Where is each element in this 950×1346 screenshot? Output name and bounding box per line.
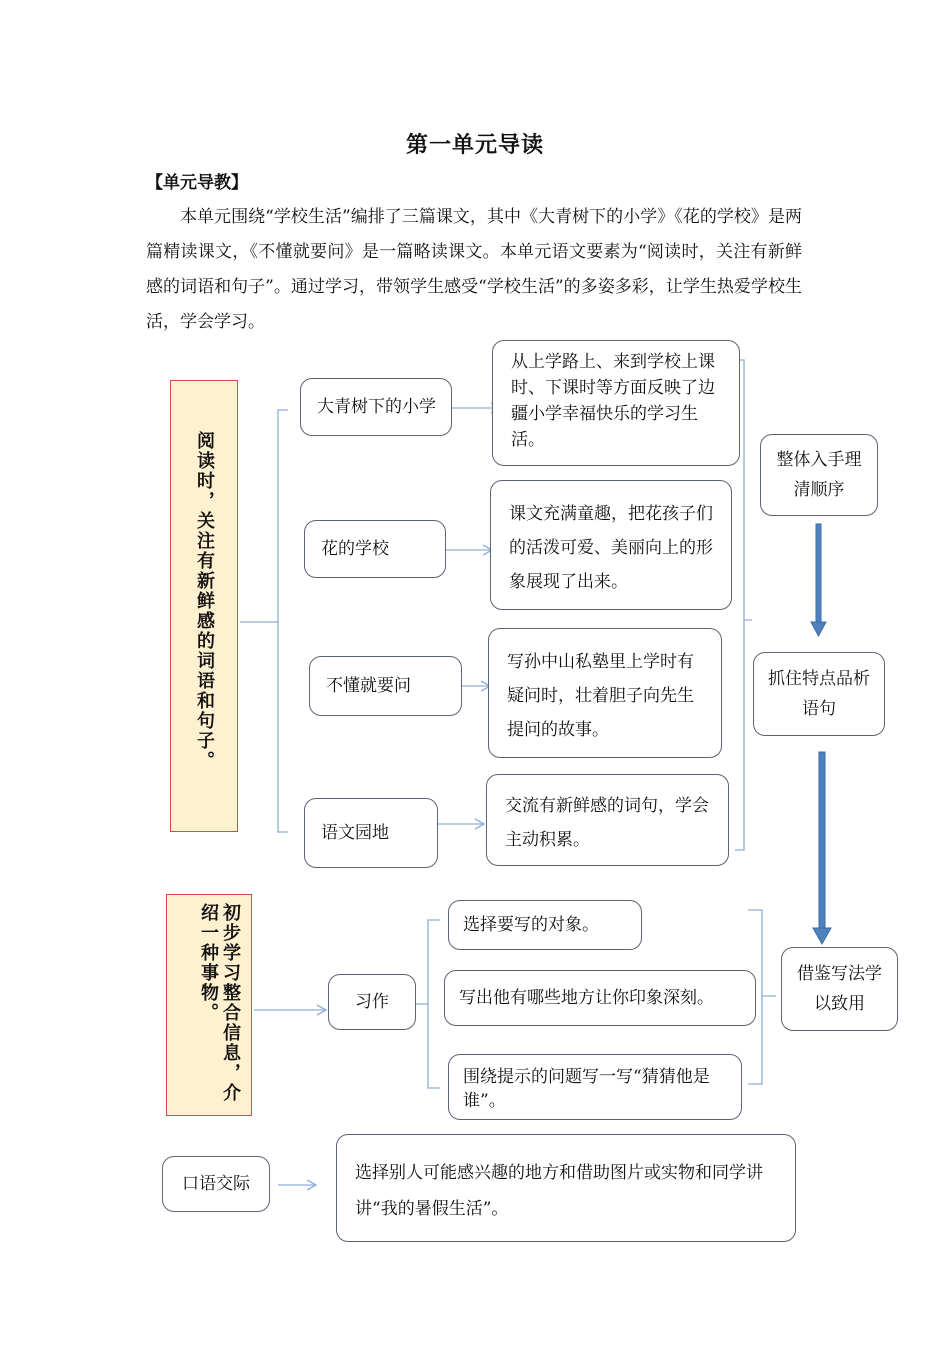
writing-element-box <box>166 894 252 1116</box>
step-box-3: 借鉴写法学以致用 <box>781 947 898 1031</box>
lesson-label-3: 不懂就要问 <box>309 656 462 716</box>
lesson-label-1: 大青树下的小学 <box>300 378 452 436</box>
writing-item-3: 围绕提示的问题写一写“猜猜他是谁”。 <box>448 1054 742 1120</box>
lesson-desc-1: 从上学路上、来到学校上课时、下课时等方面反映了边疆小学幸福快乐的学习生活。 <box>492 340 740 466</box>
lesson-desc-4: 交流有新鲜感的词句，学会主动积累。 <box>486 774 729 866</box>
writing-item-2: 写出他有哪些地方让你印象深刻。 <box>444 970 756 1026</box>
step-box-1: 整体入手理清顺序 <box>760 434 878 516</box>
oral-label: 口语交际 <box>162 1156 270 1212</box>
intro-paragraph: 本单元围绕“学校生活”编排了三篇课文，其中《大青树下的小学》《花的学校》是两篇精读课文，《不懂就要问》是一篇略读课文。本单元语文要素为“阅读时，关注有新鲜感的词语和句子”。通过学习，带领学生感受“学校生活”的多姿多彩，让学生热爱学校生活，学会学习。 <box>146 207 802 332</box>
step-box-2: 抓住特点品析语句 <box>753 652 885 736</box>
page-title: 第一单元导读 <box>405 133 544 158</box>
lesson-label-2: 花的学校 <box>304 520 446 578</box>
lesson-label-4: 语文园地 <box>304 798 438 868</box>
oral-desc: 选择别人可能感兴趣的地方和借助图片或实物和同学讲讲“我的暑假生活”。 <box>336 1134 796 1242</box>
lesson-desc-3: 写孙中山私塾里上学时有疑问时，壮着胆子向先生提问的故事。 <box>488 628 722 758</box>
reading-element-text: 阅读时，关注有新鲜感的词语和句子。 <box>194 431 215 771</box>
reading-element-box <box>170 380 238 832</box>
section-heading: 【单元导教】 <box>146 173 248 193</box>
writing-item-1: 选择要写的对象。 <box>448 900 642 950</box>
writing-label: 习作 <box>328 974 416 1030</box>
lesson-desc-2: 课文充满童趣，把花孩子们的活泼可爱、美丽向上的形象展现了出来。 <box>490 480 732 610</box>
writing-element-text: 初步学习整合信息，介绍一种事物。 <box>198 903 241 1103</box>
